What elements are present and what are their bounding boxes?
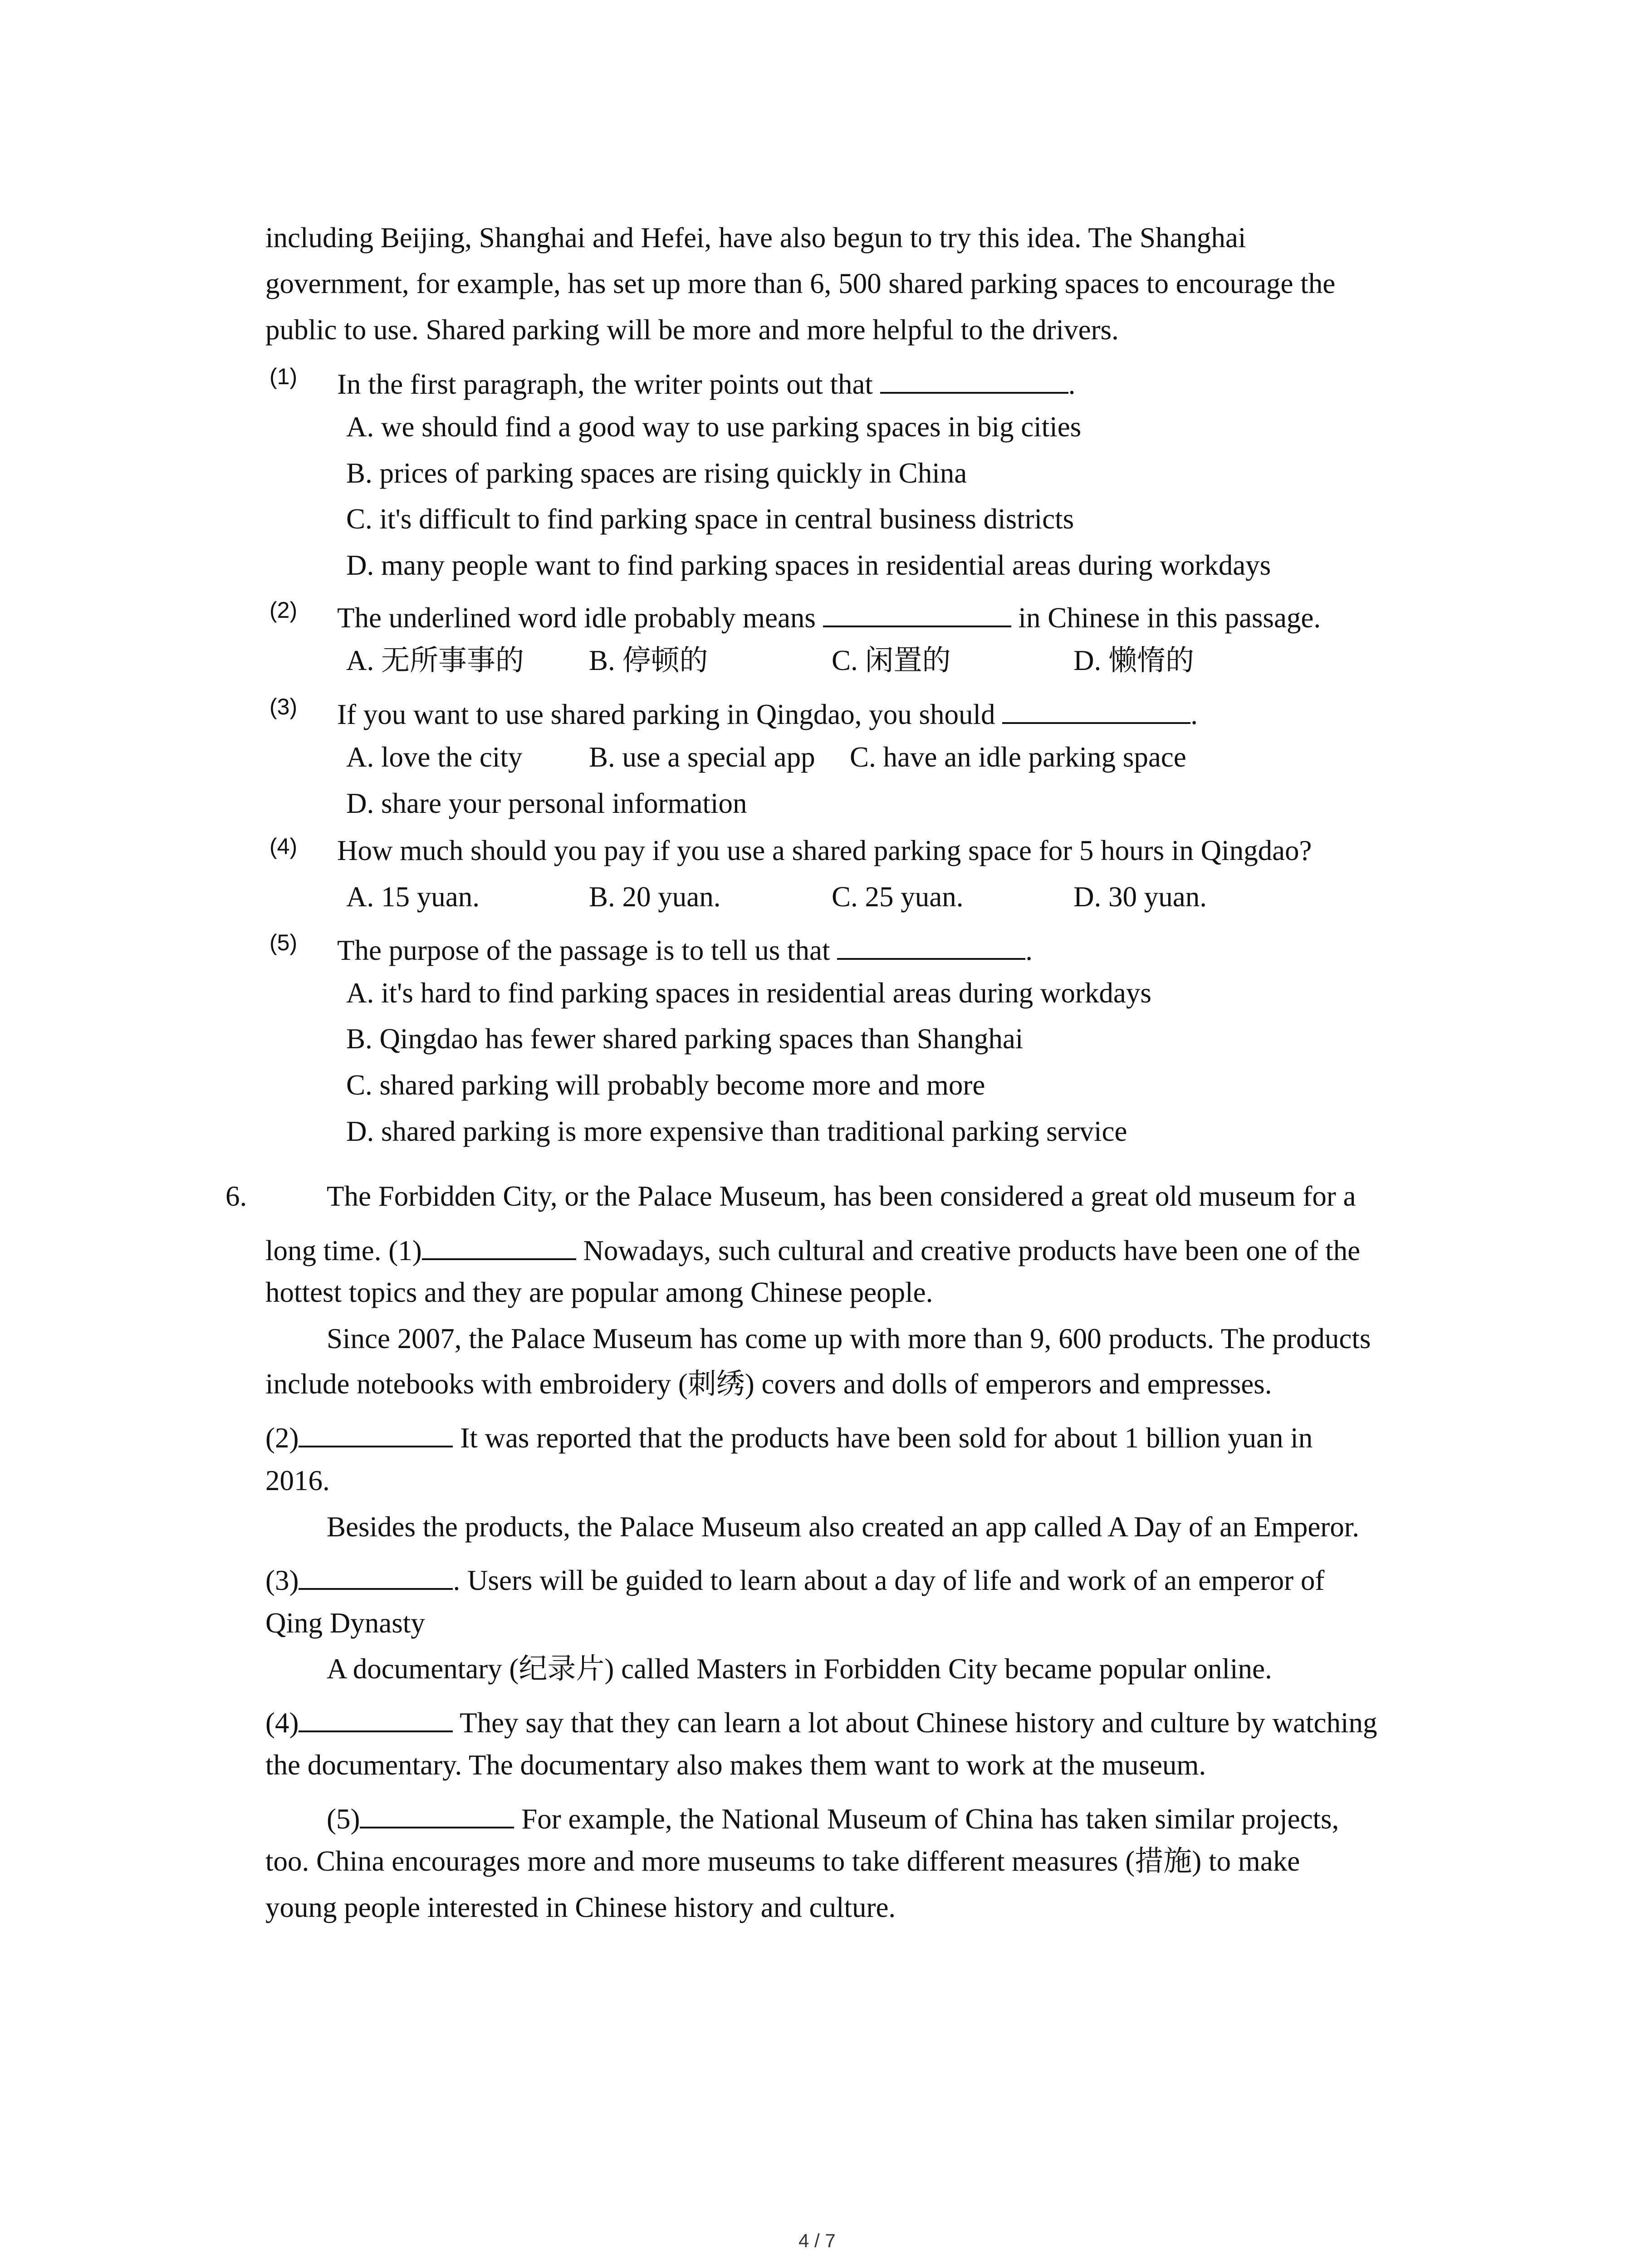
option[interactable]: B. 停顿的 xyxy=(589,645,708,676)
answer-blank[interactable] xyxy=(837,933,1025,960)
option[interactable]: A. it's hard to find parking spaces in residential areas during workdays xyxy=(346,977,1151,1009)
passage-line: hottest topics and they are popular among Chinese people. xyxy=(265,1276,933,1308)
option[interactable]: A. love the city xyxy=(346,741,523,773)
question-number: (1) xyxy=(269,364,298,389)
option[interactable]: B. Qingdao has fewer shared parking spaces than Shanghai xyxy=(346,1023,1024,1055)
question-stem: The underlined word idle probably means in Chinese in this passage. xyxy=(337,600,1321,632)
question-stem: If you want to use shared parking in Qingdao, you should . xyxy=(337,697,1198,729)
passage-line: too. China encourages more and more museums to take different measures (措施) to make xyxy=(265,1845,1300,1877)
option[interactable]: D. shared parking is more expensive than traditional parking service xyxy=(346,1115,1127,1147)
passage-line: include notebooks with embroidery (刺绣) covers and dolls of emperors and empresses. xyxy=(265,1368,1272,1400)
passage-line: 2016. xyxy=(265,1465,330,1496)
answer-blank[interactable] xyxy=(823,600,1011,627)
option[interactable]: D. share your personal information xyxy=(346,787,747,819)
answer-blank[interactable] xyxy=(360,1801,514,1828)
option[interactable]: C. have an idle parking space xyxy=(850,741,1186,773)
passage-line: young people interested in Chinese history and culture. xyxy=(265,1892,896,1923)
question-stem: How much should you pay if you use a shared parking space for 5 hours in Qingdao? xyxy=(337,835,1312,866)
passage-line: the documentary. The documentary also makes them want to work at the museum. xyxy=(265,1749,1206,1781)
answer-blank[interactable] xyxy=(880,367,1068,394)
option[interactable]: D. 懒惰的 xyxy=(1073,645,1194,676)
passage-line: Besides the products, the Palace Museum also created an app called A Day of an Emperor. xyxy=(327,1511,1360,1543)
question-stem: The purpose of the passage is to tell us that . xyxy=(337,933,1033,965)
option[interactable]: C. 闲置的 xyxy=(832,645,951,676)
option[interactable]: C. it's difficult to find parking space in central business districts xyxy=(346,503,1074,535)
passage-line: A documentary (纪录片) called Masters in Forbidden City became popular online. xyxy=(327,1653,1272,1685)
answer-blank[interactable] xyxy=(299,1705,453,1732)
question-number: (5) xyxy=(269,930,298,955)
option[interactable]: D. many people want to find parking spaces in residential areas during workdays xyxy=(346,549,1271,581)
option[interactable]: D. 30 yuan. xyxy=(1073,881,1207,913)
section-number: 6. xyxy=(225,1180,247,1212)
answer-blank[interactable] xyxy=(299,1563,453,1590)
question-number: (3) xyxy=(269,694,298,719)
passage-line: The Forbidden City, or the Palace Museum, has been considered a great old museum for a xyxy=(327,1180,1356,1212)
answer-blank[interactable] xyxy=(1002,697,1190,724)
passage-line: (2) It was reported that the products have been sold for about 1 billion yuan in xyxy=(265,1420,1313,1452)
option[interactable]: A. we should find a good way to use parking spaces in big cities xyxy=(346,411,1082,443)
option[interactable]: B. prices of parking spaces are rising quickly in China xyxy=(346,457,967,489)
answer-blank[interactable] xyxy=(299,1420,453,1447)
option[interactable]: C. shared parking will probably become more and more xyxy=(346,1069,985,1101)
passage-line: long time. (1) Nowadays, such cultural and creative products have been one of the xyxy=(265,1233,1360,1265)
intro-line: including Beijing, Shanghai and Hefei, have also begun to try this idea. The Shanghai xyxy=(265,222,1246,254)
intro-line: public to use. Shared parking will be more and more helpful to the drivers. xyxy=(265,314,1119,346)
passage-line: (5) For example, the National Museum of China has taken similar projects, xyxy=(327,1801,1339,1833)
question-number: (4) xyxy=(269,834,298,859)
question-stem: In the first paragraph, the writer points out that . xyxy=(337,367,1075,399)
passage-line: Since 2007, the Palace Museum has come up with more than 9, 600 products. The products xyxy=(327,1323,1371,1354)
passage-line: Qing Dynasty xyxy=(265,1607,425,1639)
passage-line: (4) They say that they can learn a lot about Chinese history and culture by watching xyxy=(265,1705,1377,1737)
option[interactable]: C. 25 yuan. xyxy=(832,881,964,913)
page-number: 4 / 7 xyxy=(798,2230,836,2251)
option[interactable]: A. 无所事事的 xyxy=(346,645,524,676)
intro-line: government, for example, has set up more than 6, 500 shared parking spaces to encourage the xyxy=(265,268,1336,299)
answer-blank[interactable] xyxy=(422,1233,576,1260)
option[interactable]: B. use a special app xyxy=(589,741,815,773)
option[interactable]: B. 20 yuan. xyxy=(589,881,721,913)
option[interactable]: A. 15 yuan. xyxy=(346,881,480,913)
passage-line: (3) . Users will be guided to learn about a day of life and work of an emperor of xyxy=(265,1563,1324,1595)
question-number: (2) xyxy=(269,597,298,623)
